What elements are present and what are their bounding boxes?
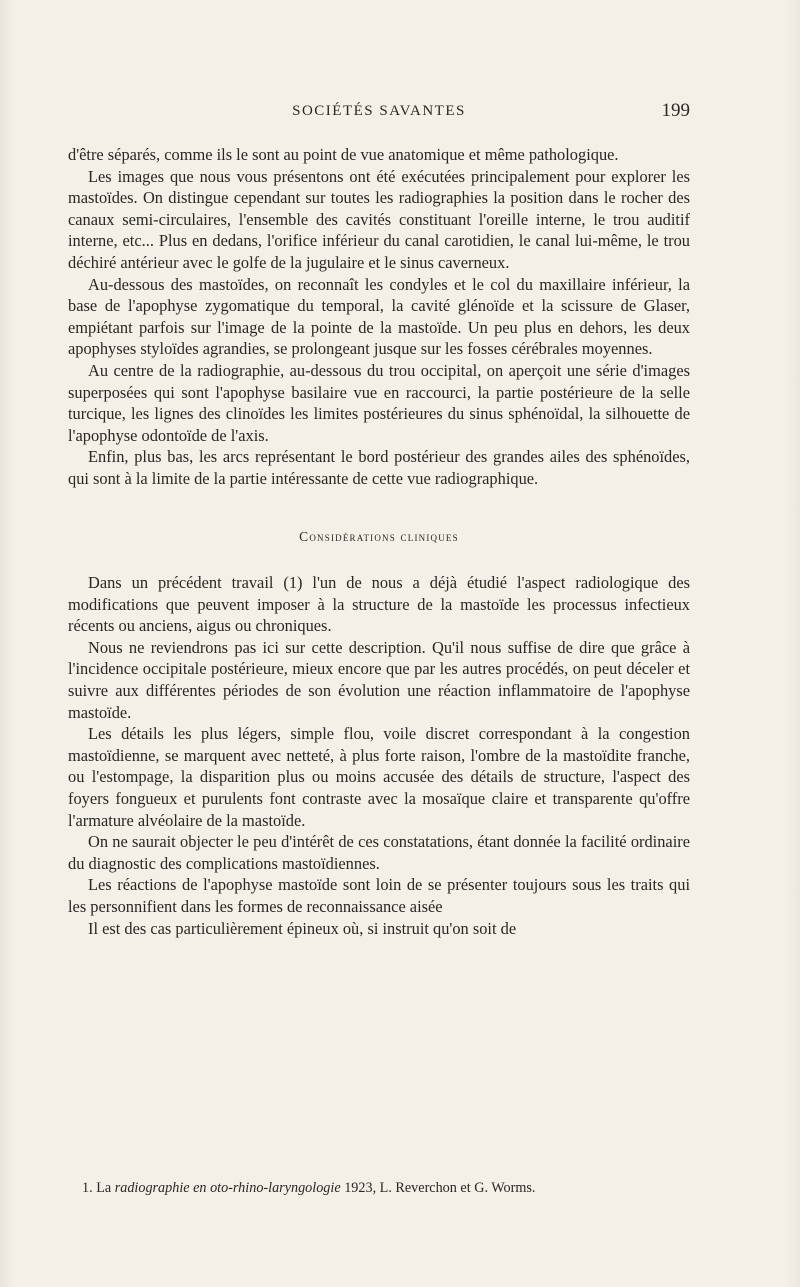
paragraph: Les images que nous vous présentons ont été exécutées principalement pour explorer les mastoïdes. On distingue cependant sur toutes les radiographies la position dans le rocher des canaux semi-circulaires, l'ensemble des cavités constituant l'oreille interne, le trou auditif interne, etc... Plus en dedans, l'orifice inférieur du canal carotidien, le canal lui-même, le trou déchiré antérieur avec le golfe de la jugulaire et le sinus caverneux. [68, 166, 690, 272]
footnote [82, 1178, 694, 1198]
paragraph: Il est des cas particulièrement épineux où, si instruit qu'on soit de [88, 918, 517, 938]
section-title: Considérations cliniques [299, 528, 459, 544]
paragraph: Au centre de la radiographie, au-dessous du trou occipital, on aperçoit une série d'images superposées qui sont l'apophyse basilaire vue en raccourci, la partie postérieure de la selle turcique, les lignes des clinoïdes les limites postérieures du sinus sphénoïdal, la silhouette de l'apophyse odontoïde de l'axis. [68, 360, 690, 445]
paragraph: Dans un précédent travail (1) l'un de nous a déjà étudié l'aspect radiologique des modifications que peuvent imposer à la structure de la mastoïde les processus infectieux récents ou anciens, aigus ou chroniques. [68, 573, 690, 636]
paragraph: Au-dessous des mastoïdes, on reconnaît les condyles et le col du maxillaire inférieur, la base de l'apophyse zygomatique du temporal, la cavité glénoïde et la scissure de Glaser, empiétant parfois sur l'image de la pointe de la mastoïde. Un peu plus en dehors, les deux apophyses styloïdes agrandies, se prolongeant jusque sur les fosses cérébrales moyennes. [68, 274, 690, 359]
paragraph: Nous ne reviendrons pas ici sur cette description. Qu'il nous suffise de dire que grâce à l'incidence occipitale postérieure, mieux encore que par les autres procédés, on peut déceler et suivre aux différentes périodes de son évolution une réaction inflammatoire de l'apophyse mastoïde. [68, 637, 690, 722]
paragraph: Les réactions de l'apophyse mastoïde sont loin de se présenter toujours sous les traits qui les personnifient dans les formes de reconnaissance aisée [68, 875, 690, 916]
main-text [68, 144, 690, 939]
paragraph: Les détails les plus légers, simple flou, voile discret correspondant à la congestion mastoïdienne, se marquent avec netteté, à plus forte raison, l'ombre de la mastoïdite franche, ou l'estompage, la disparition plus ou moins accusée des détails de structure, l'aspect des foyers fongueux et purulents font contraste avec la mosaïque claire et transparente qu'offre l'armature alvéolaire de la mastoïde. [68, 724, 690, 830]
paragraph: On ne saurait objecter le peu d'intérêt de ces constatations, étant donnée la facilité ordinaire du diagnostic des complications mastoïdiennes. [68, 832, 690, 873]
running-title: SOCIÉTÉS SAVANTES [292, 103, 466, 119]
paragraph: Enfin, plus bas, les arcs représentant le bord postérieur des grandes ailes des sphénoïdes, qui sont à la limite de la partie intéressante de cette vue radiographique. [68, 447, 690, 488]
paragraph: d'être séparés, comme ils le sont au point de vue anatomique et même pathologique. [68, 145, 619, 164]
footnote-number: 1. [82, 1180, 93, 1196]
footnote-rest: 1923, L. Reverchon et G. Worms. [344, 1180, 536, 1196]
page-number: 199 [661, 100, 690, 121]
page-header [68, 100, 690, 126]
footnote-title: radiographie en oto-rhino-laryngologie [114, 1180, 341, 1196]
footnote-prefix: La [96, 1180, 112, 1196]
